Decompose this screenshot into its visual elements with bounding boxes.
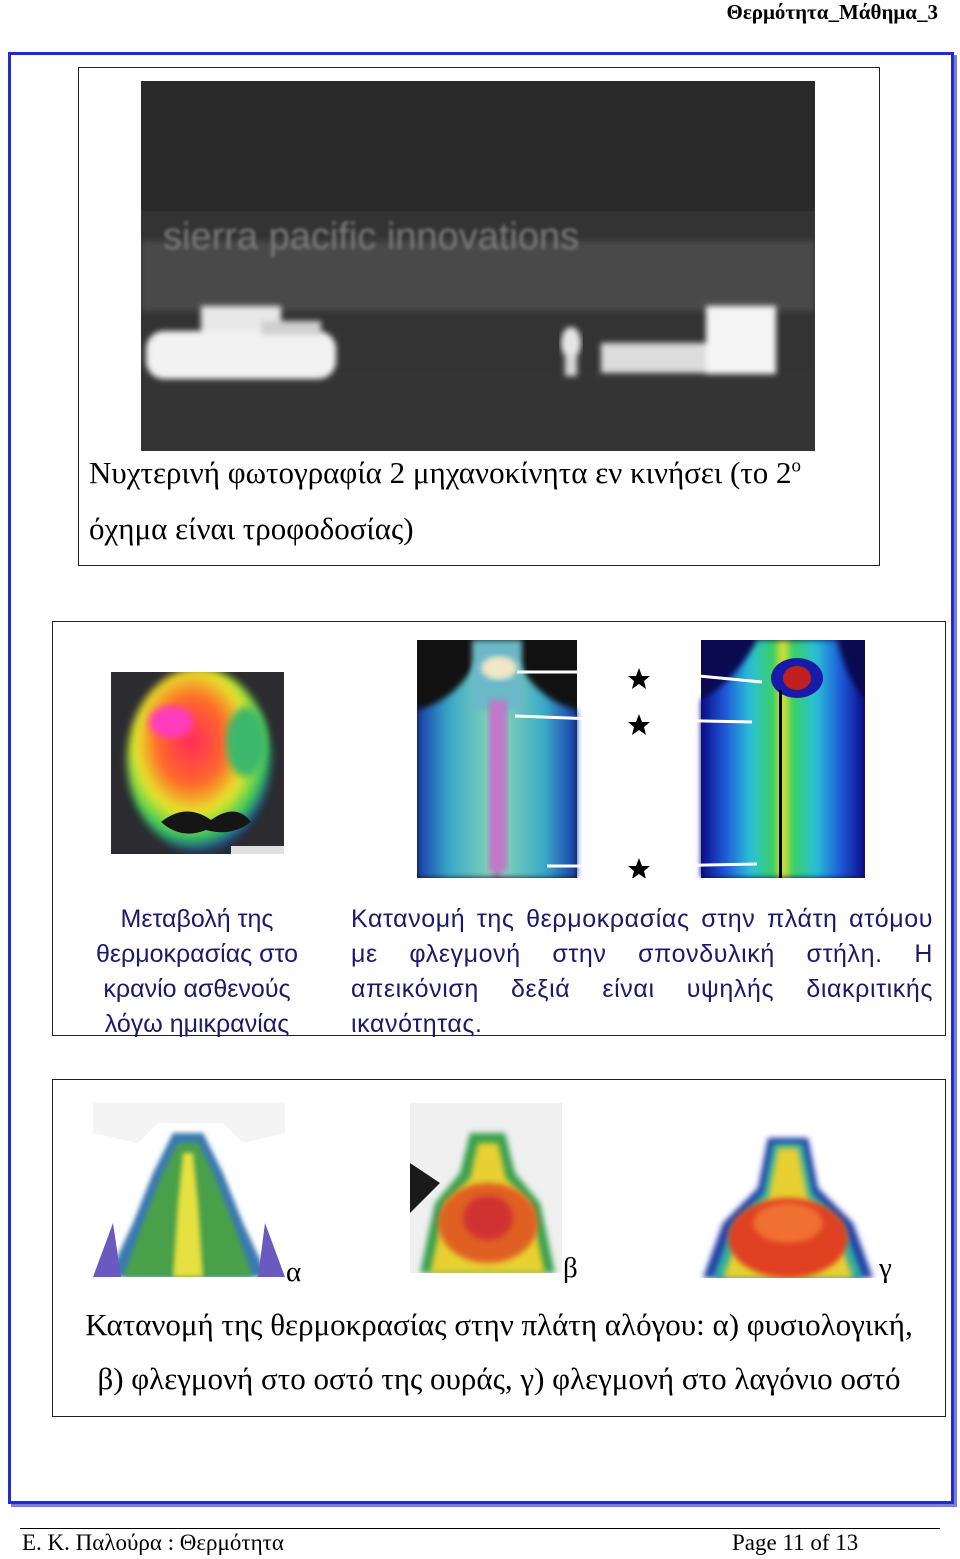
night-photo-figure bbox=[78, 67, 880, 566]
footer-author: Ε. Κ. Παλούρα : Θερμότητα bbox=[22, 1530, 284, 1555]
caption-text: Νυχτερινή φωτογραφία 2 μηχανοκίνητα εν κινήσει (το 2 bbox=[89, 455, 792, 490]
night-thermal-photo bbox=[141, 81, 815, 451]
horse-thermogram-a bbox=[93, 1103, 285, 1277]
horse-thermogram-figure bbox=[52, 1079, 946, 1417]
face-thermogram bbox=[111, 672, 284, 854]
footer-page-number: Page 11 of 13 bbox=[732, 1530, 859, 1555]
medical-thermogram-figure bbox=[52, 621, 946, 1036]
face-caption: Μεταβολή της θερμοκρασίας στο κρανίο ασθενούς λόγω ημικρανίας bbox=[95, 905, 299, 1038]
caption-superscript: ο bbox=[791, 455, 802, 477]
running-header: Θερμότητα_Μάθημα_3 bbox=[726, 0, 938, 24]
spine-caption: Κατανομή της θερμοκρασίας στην πλάτη ατόμου με φλεγμονή στην σπονδυλική στήλη. Η απεικόνιση δεξιά είναι υψηλής διακριτικής ικανότητας. bbox=[351, 905, 933, 1038]
horse-thermogram-b bbox=[410, 1103, 562, 1273]
horse-caption-line2: β) φλεγμονή στο οστό της ουράς, γ) φλεγμονή στο λαγόνιο οστό bbox=[97, 1361, 901, 1396]
spine-thermogram bbox=[417, 640, 865, 878]
watermark-text: sierra pacific innovations bbox=[163, 216, 580, 258]
footer-rule bbox=[20, 1528, 940, 1529]
photo-caption-line1 bbox=[89, 455, 869, 491]
label-a: α bbox=[286, 1256, 302, 1288]
label-b: β bbox=[563, 1252, 578, 1284]
photo-caption-line2: όχημα είναι τροφοδοσίας) bbox=[89, 511, 414, 546]
label-c: γ bbox=[879, 1252, 892, 1284]
horse-thermogram-c bbox=[698, 1103, 878, 1278]
horse-caption-line1: Κατανομή της θερμοκρασίας στην πλάτη αλόγου: α) φυσιολογική, bbox=[85, 1307, 913, 1342]
